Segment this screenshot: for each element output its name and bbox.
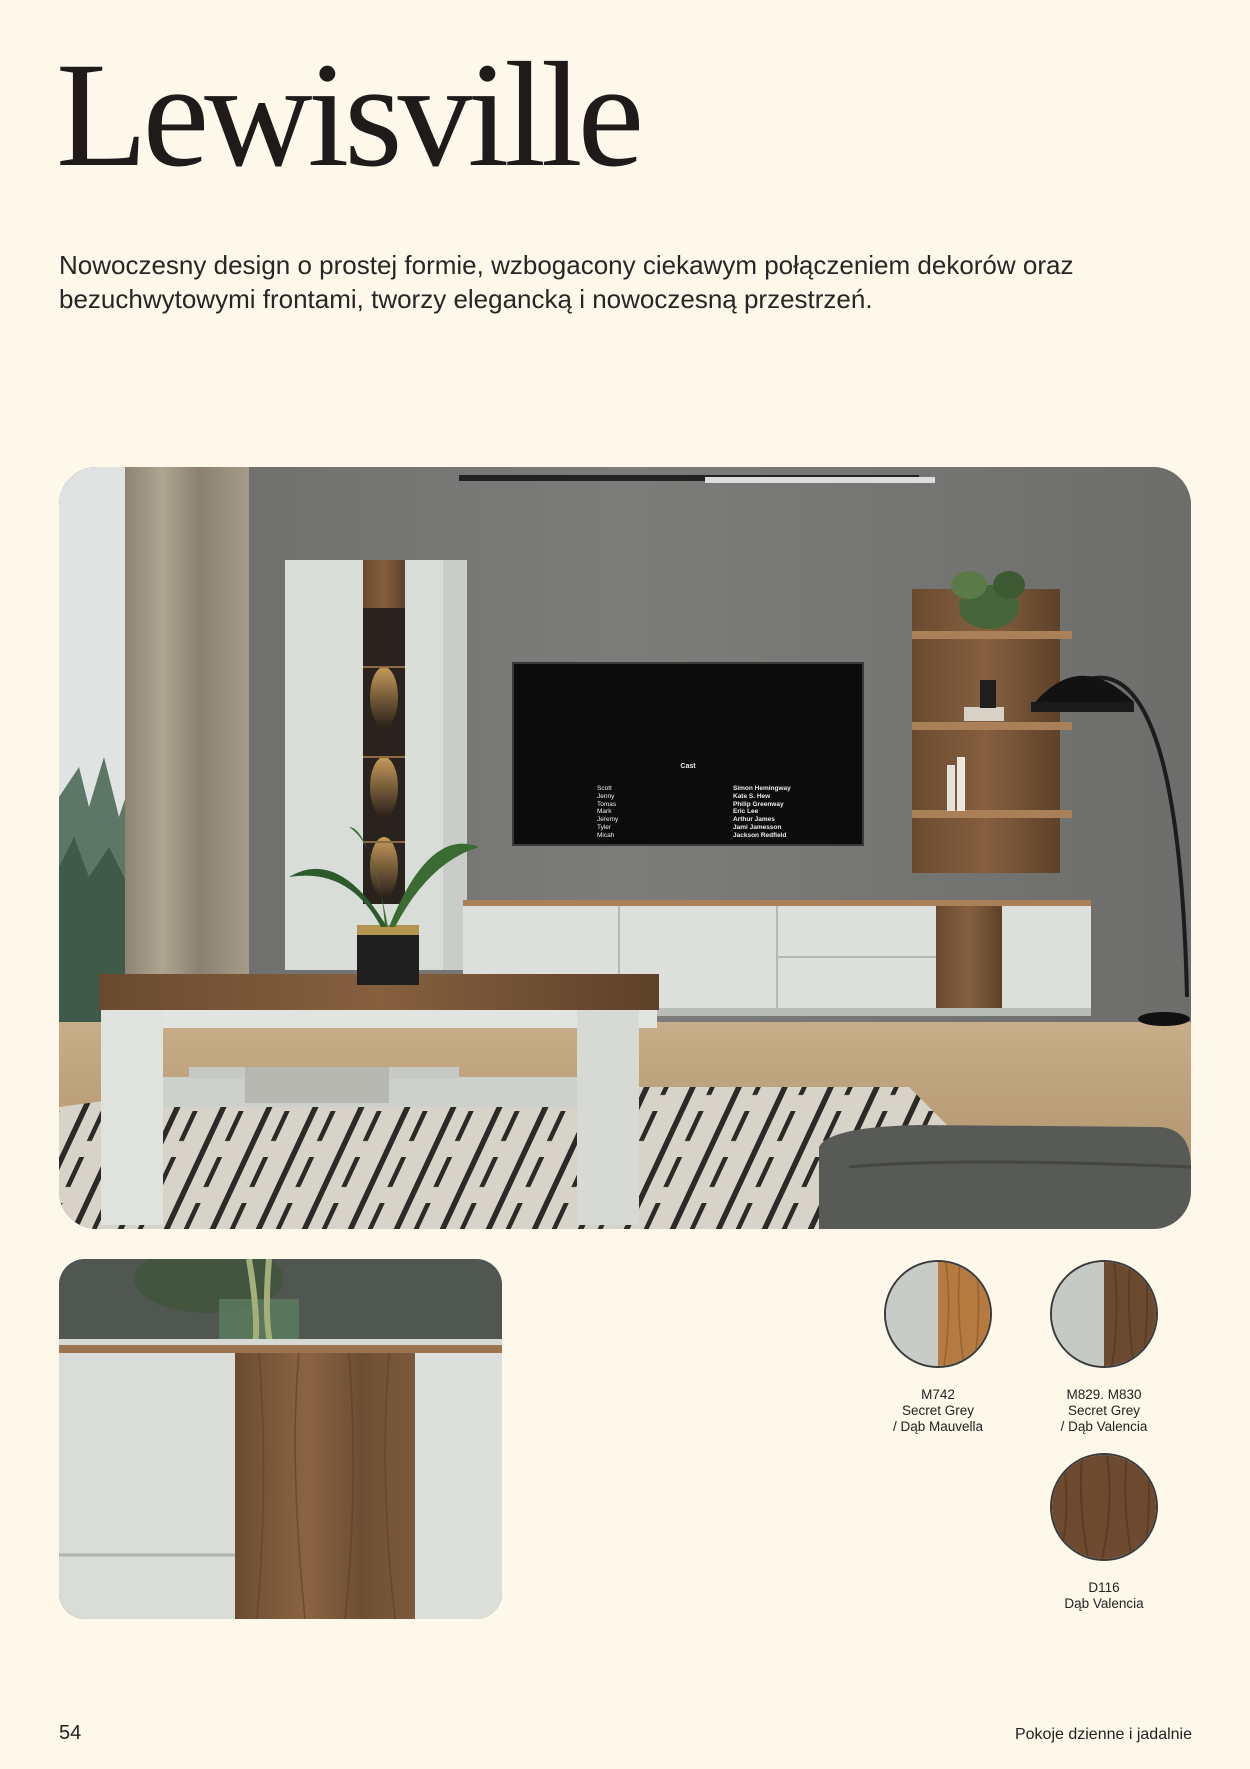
- swatch-label-d116: D116 Dąb Valencia: [1064, 1580, 1144, 1611]
- swatch-m742: [884, 1260, 992, 1368]
- section-name: Pokoje dzienne i jadalnie: [1014, 1726, 1192, 1743]
- page-title: Lewisville: [56, 32, 640, 198]
- swatch-label-m742: M742 Secret Grey / Dąb Mauvella: [892, 1387, 984, 1434]
- tv-screen: [513, 663, 863, 845]
- page-number: 54: [59, 1722, 82, 1744]
- tv-cast-heading: Cast: [680, 763, 696, 770]
- tv-cast-roles: Scott Jenny Tomas Mark Jeremy Tyler Micah: [597, 785, 619, 839]
- hero-living-room-photo: [59, 467, 1191, 1229]
- tv-cast-actors: Simon Hemingway Kate S. Hew Philip Greenway Eric Lee Arthur James Jami Jamesson Jackson Redfield: [733, 785, 791, 839]
- swatch-label-m829-m830: M829. M830 Secret Grey / Dąb Valencia: [1060, 1387, 1148, 1434]
- detail-sideboard-photo: [59, 1259, 502, 1619]
- swatch-m829-m830: [1050, 1260, 1158, 1368]
- swatch-d116: [1050, 1453, 1158, 1561]
- intro-paragraph: Nowoczesny design o prostej formie, wzbogacony ciekawym połączeniem dekorów oraz bezuchwytowymi frontami, tworzy elegancką i nowoczesną przestrzeń.: [59, 250, 1074, 314]
